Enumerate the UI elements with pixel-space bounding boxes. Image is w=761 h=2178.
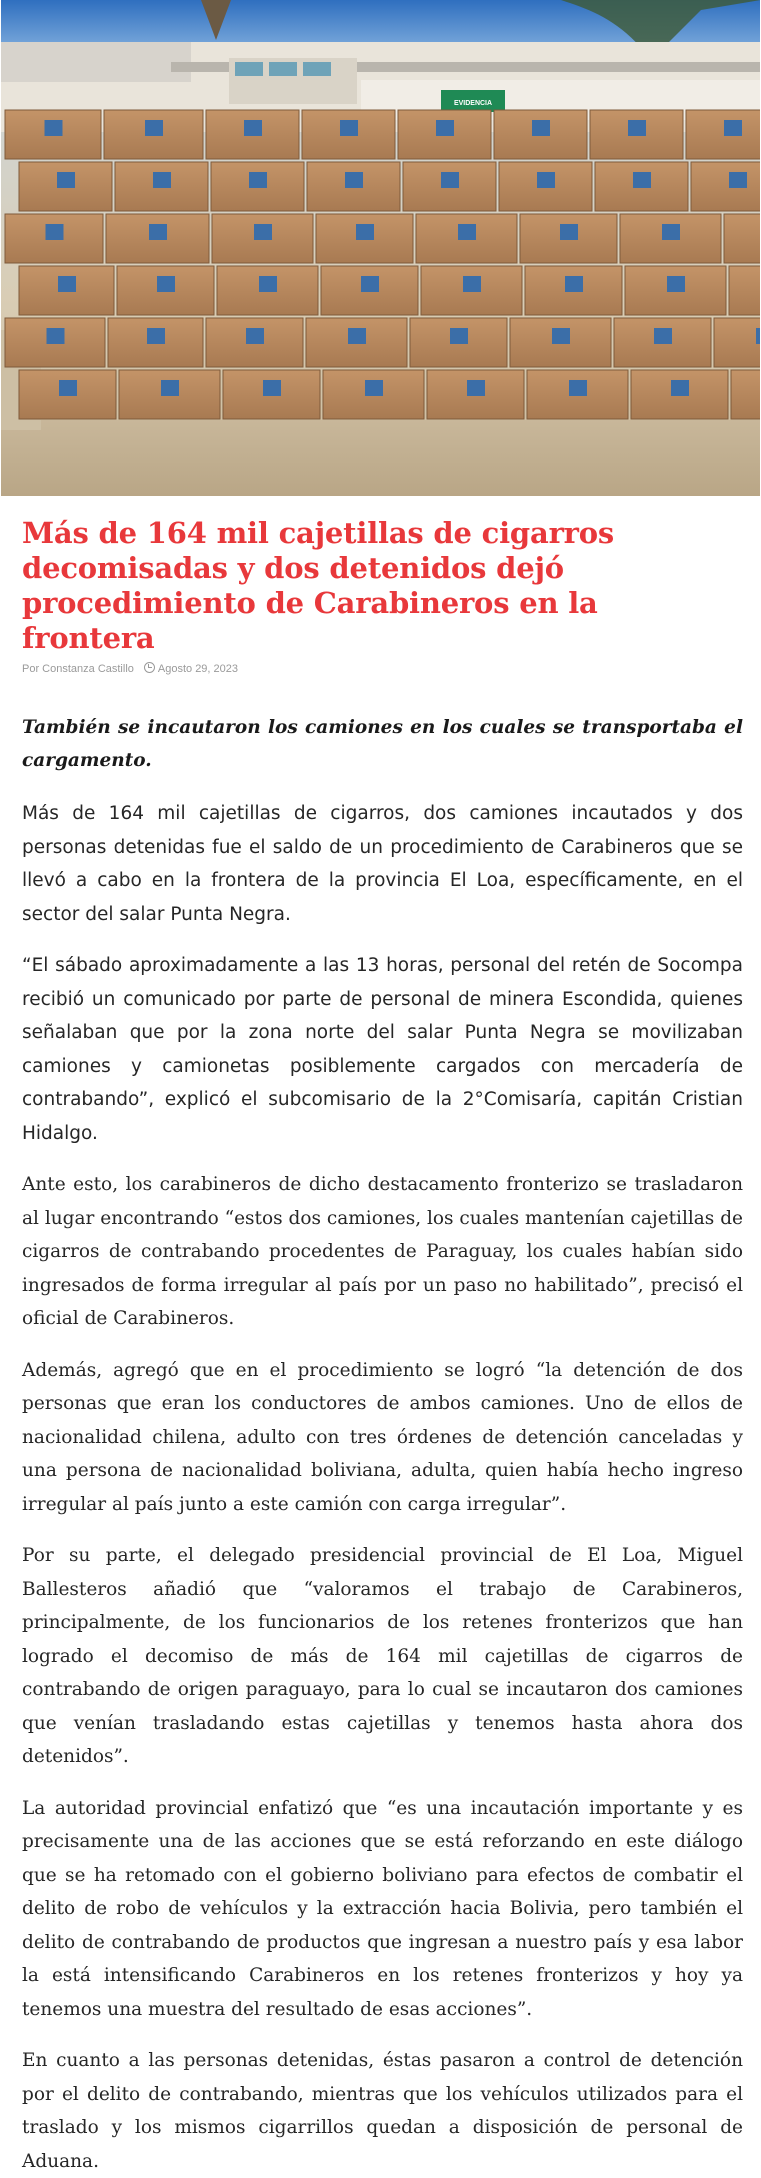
- box-label: [147, 328, 165, 344]
- evidencia-sign-text: EVIDENCIA: [453, 100, 493, 107]
- box-label: [263, 380, 281, 396]
- box-label: [153, 172, 171, 188]
- article-meta: [22, 662, 761, 675]
- box-label: [532, 120, 550, 136]
- box-label: [145, 120, 163, 136]
- box-label: [45, 120, 63, 136]
- article-paragraph: La autoridad provincial enfatizó que “es una incautación importante y es precisamente una de las acciones que se está reforzando en este diálogo que se ha retomado con el gobierno boliviano para efectos de combatir el delito de robo de vehículos y la extracción hacia Bolivia, pero también el delito de contrabando de productos que ingresan a nuestro país y esa labor la está intensificando Carabineros en los retenes fronterizos y hoy ya tenemos una muestra del resultado de esas acciones”.: [22, 1797, 743, 2020]
- article-paragraph: Además, agregó que en el procedimiento se logró “la detención de dos personas que eran los conductores de ambos camiones. Uno de ellos de nacionalidad chilena, adulto con tres órdenes de detención canceladas y una persona de nacionalidad boliviana, adulta, quien había hecho ingreso irregular al país junto a este camión con carga irregular”.: [22, 1359, 743, 1515]
- box-label: [356, 224, 374, 240]
- cardboard-box: [686, 110, 760, 159]
- box-label: [348, 328, 366, 344]
- cardboard-box: [691, 162, 760, 211]
- article-paragraph: Por su parte, el delegado presidencial provincial de El Loa, Miguel Ballesteros añadió que “valoramos el trabajo de Carabineros, principalmente, de los funcionarios de los retenes fronterizos que han logrado el decomiso de más de 164 mil cajetillas de cigarros de contrabando de origen paraguayo, para lo cual se incautaron dos camiones que venían trasladando estas cajetillas y tenemos hasta ahora dos detenidos”.: [22, 1545, 743, 1767]
- box-label: [756, 328, 760, 344]
- box-label: [246, 328, 264, 344]
- box-label: [565, 276, 583, 292]
- box-label: [47, 328, 65, 344]
- box-label: [59, 380, 77, 396]
- box-label: [569, 380, 587, 396]
- box-label: [667, 276, 685, 292]
- cardboard-box: [731, 370, 760, 419]
- box-label: [724, 120, 742, 136]
- cardboard-box: [714, 318, 760, 367]
- article-date: Agosto 29, 2023: [157, 663, 239, 675]
- box-label: [46, 224, 64, 240]
- box-label: [340, 120, 358, 136]
- cardboard-box: [724, 214, 760, 263]
- box-label: [537, 172, 555, 188]
- box-label: [441, 172, 459, 188]
- box-label: [254, 224, 272, 240]
- box-label: [662, 224, 680, 240]
- article-title: Más de 164 mil cajetillas de cigarros decomisadas y dos detenidos dejó procedimiento de Carabineros en la frontera: [22, 516, 615, 655]
- hero-photo: [1, 0, 760, 496]
- article-paragraph: “El sábado aproximadamente a las 13 horas, personal del retén de Socompa recibió un comunicado por parte de personal de minera Escondida, quienes señalaban que por la zona norte del salar Punta Negra se movilizaban camiones y camionetas posiblemente cargados con mercadería de contrabando”, explicó el subcomisario de la 2°Comisaría, capitán Cristian Hidalgo.: [22, 955, 743, 1144]
- box-label: [628, 120, 646, 136]
- box-label: [365, 380, 383, 396]
- article-paragraph: En cuanto a las personas detenidas, éstas pasaron a control de detención por el delito de contrabando, mientras que los vehículos utilizados para el traslado y los mismos cigarrillos quedan a disposición de personal de Aduana.: [22, 2050, 743, 2172]
- box-label: [161, 380, 179, 396]
- article-paragraph: Ante esto, los carabineros de dicho destacamento fronterizo se trasladaron al lugar encontrando “estos dos camiones, los cuales mantenían cajetillas de cigarros de contrabando procedentes de Paraguay, los cuales habían sido ingresados de forma irregular al país por un paso no habilitado”, precisó el oficial de Carabineros.: [22, 1174, 743, 1329]
- box-label: [361, 276, 379, 292]
- box-label: [249, 172, 267, 188]
- article-lead: También se incautaron los camiones en los cuales se transportaba el cargamento.: [22, 717, 743, 771]
- article-author[interactable]: Por Constanza Castillo: [22, 662, 134, 675]
- box-label: [157, 276, 175, 292]
- box-label: [57, 172, 75, 188]
- box-label: [259, 276, 277, 292]
- box-label: [436, 120, 454, 136]
- box-label: [463, 276, 481, 292]
- box-label: [58, 276, 76, 292]
- cardboard-box: [729, 266, 760, 315]
- box-label: [244, 120, 262, 136]
- box-label: [467, 380, 485, 396]
- box-label: [552, 328, 570, 344]
- clock-icon: [144, 662, 155, 673]
- box-label: [149, 224, 167, 240]
- box-stack: [5, 110, 760, 419]
- cigarette-boxes-photo: [1, 0, 760, 496]
- box-label: [458, 224, 476, 240]
- box-label: [671, 380, 689, 396]
- box-label: [450, 328, 468, 344]
- box-label: [654, 328, 672, 344]
- box-label: [729, 172, 747, 188]
- article-paragraph: Más de 164 mil cajetillas de cigarros, dos camiones incautados y dos personas detenidas fue el saldo de un procedimiento de Carabineros que se llevó a cabo en la frontera de la provincia El Loa, específicamente, en el sector del salar Punta Negra.: [22, 803, 743, 925]
- box-label: [560, 224, 578, 240]
- article-date-wrap: [144, 662, 238, 675]
- box-label: [345, 172, 363, 188]
- box-label: [633, 172, 651, 188]
